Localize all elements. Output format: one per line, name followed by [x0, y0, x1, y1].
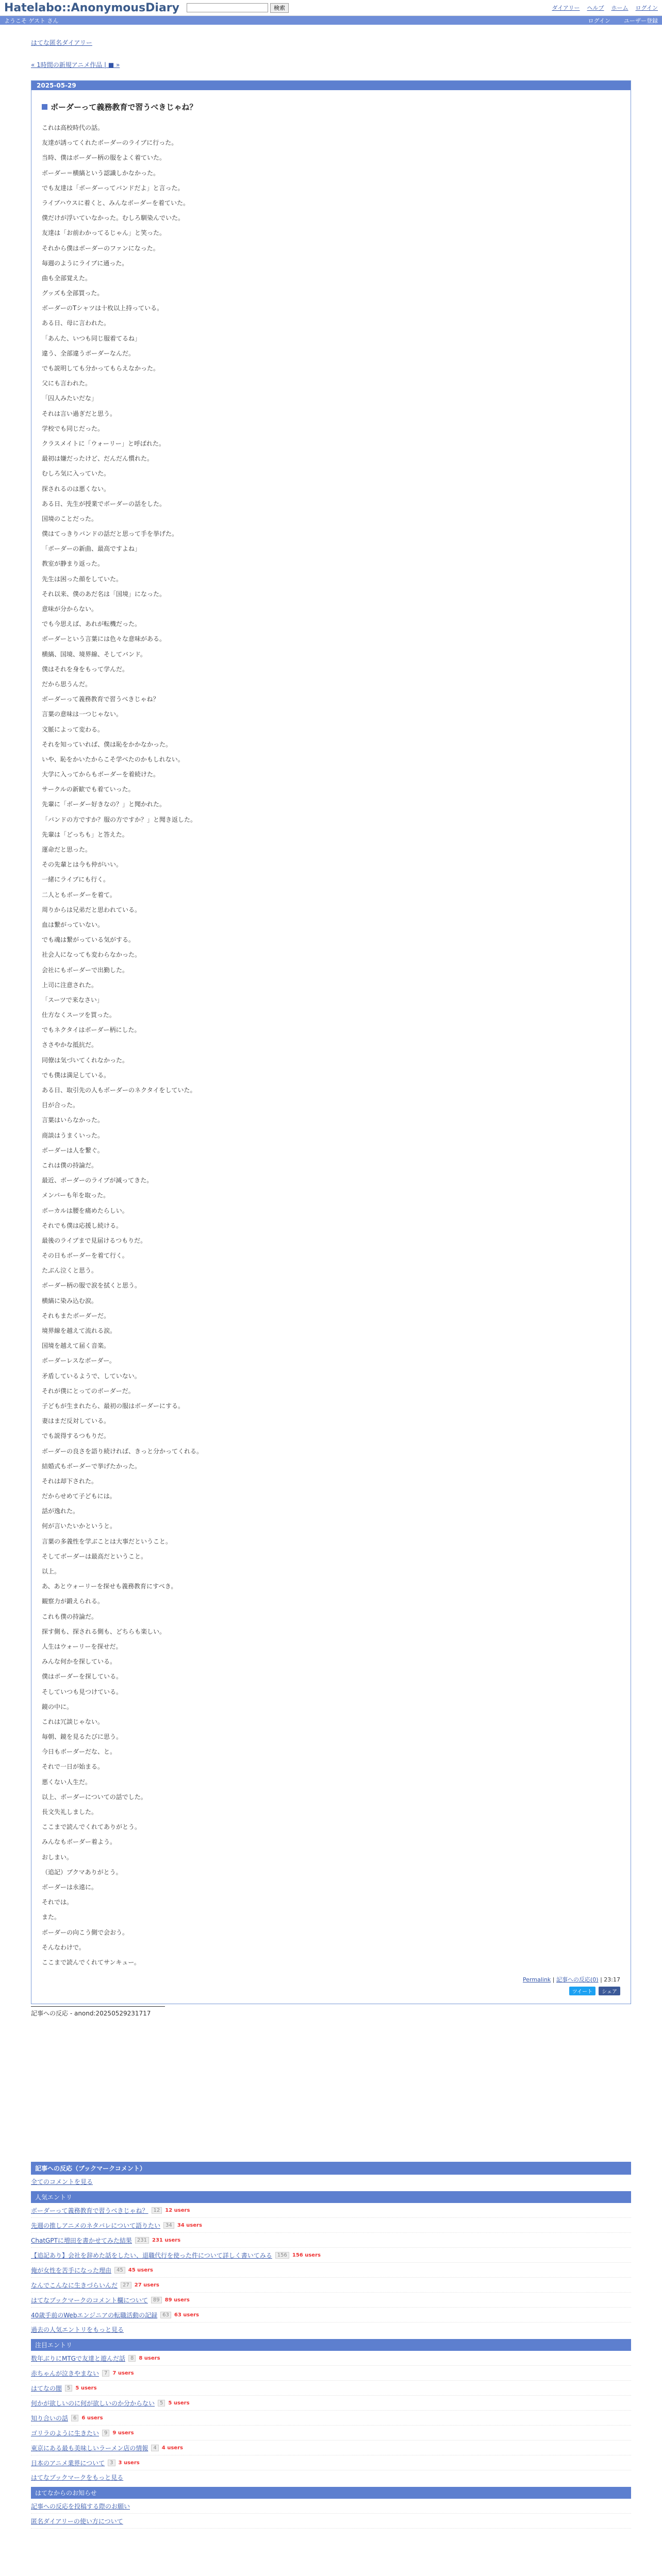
- entry-body-line: 国境のことだった。: [42, 515, 98, 522]
- entry-title: [42, 101, 620, 112]
- entry-body-line: 「あんた、いつも同じ服着てるね」: [42, 334, 141, 342]
- entry-list-title[interactable]: なんでこんなに生きづらいんだ: [31, 2281, 118, 2289]
- user-bar: [0, 16, 662, 25]
- hatena-news-section: [31, 2487, 631, 2529]
- entry-body-line: そんなわけで。: [42, 1943, 85, 1951]
- entry-body-line: これも僕の持論だ。: [42, 1613, 98, 1620]
- entry-body-line: 違う、全部違うボーダーなんだ。: [42, 349, 135, 357]
- entry-list-item: [31, 2351, 631, 2366]
- reference-line: 記事への反応 - anond:20250529231717: [31, 2006, 165, 2018]
- facebook-share-button[interactable]: シェア: [599, 1987, 620, 1995]
- entry-body-line: 社会人になっても変わらなかった。: [42, 951, 141, 959]
- bookmark-count-badge[interactable]: 27: [121, 2282, 131, 2289]
- attention-entries-section: [31, 2339, 631, 2484]
- entry-body-line: 「バンドの方ですか？服の方ですか？」と聞き返した。: [42, 816, 197, 823]
- entry-body-line: 仕方なくスーツを買った。: [42, 1011, 115, 1019]
- entry-body-line: 鏡の中に。: [42, 1703, 73, 1710]
- entry-body-line: 妻はまだ反対している。: [42, 1417, 110, 1425]
- entry-list-title[interactable]: はてなの闇: [31, 2384, 62, 2392]
- entry-body-line: 人生はウォーリーを探せだ。: [42, 1642, 122, 1650]
- entry-list-item: [31, 2248, 631, 2263]
- entry-body-line: でも今思えば、あれが転機だった。: [42, 620, 141, 628]
- users-count[interactable]: 6 users: [81, 2415, 103, 2421]
- entry-body-line: ボーダーのTシャツは十枚以上持っている。: [42, 304, 163, 312]
- search-area: [187, 3, 289, 13]
- entry-list-item: [31, 2293, 631, 2308]
- entry-body-line: ボーカルは腰を痛めたらしい。: [42, 1207, 128, 1214]
- entry-body-line: ボーダー柄の服で涙を拭くと思う。: [42, 1282, 141, 1290]
- entry-body-line: 探されるのは悪くない。: [42, 485, 110, 493]
- entry-body-line: 意味が分からない。: [42, 605, 98, 613]
- entry-body-line: 大学に入ってからもボーダーを着続けた。: [42, 771, 160, 778]
- users-count[interactable]: 9 users: [112, 2430, 134, 2436]
- entry-body-line: 「囚人みたいだな」: [42, 395, 98, 402]
- entry-body-line: ボーダーという言葉には色々な意味がある。: [42, 635, 166, 643]
- users-count[interactable]: 5 users: [75, 2385, 97, 2391]
- bookmark-count-badge[interactable]: 3: [108, 2460, 115, 2466]
- bookmark-count-badge[interactable]: 5: [158, 2400, 165, 2406]
- register-link[interactable]: ユーザー登録: [624, 17, 658, 24]
- entry-body-line: 言葉の意味は一つじゃない。: [42, 710, 123, 718]
- welcome-text: ようこそ ゲスト さん: [4, 17, 59, 24]
- top-link-login[interactable]: ログイン: [635, 5, 658, 11]
- tweet-button[interactable]: ツイート: [569, 1987, 596, 1995]
- bookmark-count-badge[interactable]: 6: [71, 2415, 78, 2421]
- entry-body-line: 横縞、国境、境界線、そしてバンド。: [42, 650, 146, 658]
- entry-title-text[interactable]: ボーダーって義務教育で習うべきじゃね？: [51, 103, 197, 112]
- entry-body-line: 探す側も、探される側も、どちらも楽しい。: [42, 1628, 166, 1635]
- entry-body-line: それ以来、僕のあだ名は「国境」になった。: [42, 590, 166, 598]
- entry-body-line: 周りからは兄弟だと思われている。: [42, 906, 141, 913]
- top-link-diary[interactable]: ダイアリー: [552, 5, 580, 11]
- entry-body-line: 運命だと思った。: [42, 846, 92, 853]
- users-count[interactable]: 12 users: [165, 2207, 190, 2213]
- entry-list-item: [31, 2381, 631, 2396]
- users-count[interactable]: 156 users: [292, 2252, 321, 2258]
- entry-list-title[interactable]: ボーダーって義務教育で習うべきじゃね？: [31, 2207, 148, 2214]
- entry-body-line: 父にも言われた。: [42, 380, 92, 387]
- entry-body-line: 最初は嫌だったけど、だんだん慣れた。: [42, 455, 154, 463]
- entry-body-line: そしてボーダーは最高だということ。: [42, 1552, 147, 1560]
- bookmark-count-badge[interactable]: 34: [163, 2222, 174, 2229]
- entry-body-line: 僕はそれを身をもって学んだ。: [42, 665, 129, 673]
- entry-list-item: [31, 2263, 631, 2278]
- entry-body-line: 当時、僕はボーダー柄の服をよく着ていた。: [42, 154, 166, 162]
- entry-body-line: 友達は「お前わかってるじゃん」と笑った。: [42, 229, 166, 237]
- entry-body-line: 血は繋がっていない。: [42, 921, 104, 928]
- bookmark-count-badge[interactable]: 156: [275, 2252, 289, 2259]
- users-count[interactable]: 27 users: [134, 2282, 159, 2288]
- entry-body-line: サークルの新歓でも着ていった。: [42, 786, 135, 793]
- entry-body-line: でも僕は満足している。: [42, 1071, 110, 1079]
- day-date: 2025-05-29: [31, 81, 631, 90]
- entry-list-item: [31, 2218, 631, 2233]
- entry-body-line: 学校でも同じだった。: [42, 425, 104, 432]
- entry-body-line: メンバーも年を取った。: [42, 1192, 110, 1199]
- entry-body: [42, 121, 620, 1970]
- entry-body-line: クラスメイトに「ウォーリー」と呼ばれた。: [42, 439, 165, 447]
- entry-body-line: 目が合った。: [42, 1101, 79, 1109]
- entry-body-line: ボーダーの向こう側で会おう。: [42, 1928, 129, 1936]
- entry-body-line: 会社にもボーダーで出勤した。: [42, 966, 129, 974]
- entry-body-line: 商談はうまくいった。: [42, 1131, 104, 1139]
- entry-list-item: [31, 2396, 631, 2411]
- attention-more-link[interactable]: はてなブックマークをもっと見る: [31, 2473, 124, 2481]
- bookmark-count-badge[interactable]: 8: [128, 2355, 136, 2362]
- prev-next-link[interactable]: « 1時間の新規アニメ作品 | ■ »: [31, 61, 120, 69]
- entry-body-line: たぶん泣くと思う。: [42, 1267, 98, 1275]
- entry-body-line: 最近、ボーダーのライブが減ってきた。: [42, 1177, 153, 1184]
- entry-body-line: ボーダーは永遠に。: [42, 1883, 98, 1891]
- reactions-link[interactable]: 記事への反応(0): [556, 1976, 599, 1984]
- bookmark-count-badge[interactable]: 5: [65, 2385, 72, 2392]
- hot-entries-section: [31, 2191, 631, 2336]
- entry-body-line: でも説得するつもりだ。: [42, 1432, 110, 1440]
- entry-list-item: [31, 2411, 631, 2426]
- entry-body-line: これは冗談じゃない。: [42, 1718, 104, 1725]
- entry-list-title[interactable]: 【追記あり】会社を辞めた話をしたい、退職代行を使った件について詳しく書いてみる: [31, 2251, 272, 2259]
- entry-body-line: それもまたボーダーだ。: [42, 1312, 110, 1319]
- entry-body-line: また。: [42, 1913, 61, 1921]
- entry-body-line: それから僕はボーダーのファンになった。: [42, 244, 159, 252]
- entry-list-title[interactable]: 何かが欲しいのに何が欲しいのか分からない: [31, 2399, 155, 2407]
- entry-body-line: 観察力が鍛えられる。: [42, 1598, 104, 1605]
- entry-body-line: おしまい。: [42, 1853, 73, 1861]
- bookmark-count-badge[interactable]: 45: [114, 2267, 125, 2274]
- entry-body-line: 今日もボーダーだな、と。: [42, 1748, 117, 1756]
- entry-body-line: むしろ気に入っていた。: [42, 470, 110, 478]
- entry-body-line: グッズも全部買った。: [42, 290, 104, 297]
- entry-body-line: 毎朝、鏡を見るたびに思う。: [42, 1733, 123, 1741]
- entry-body-line: 僕はボーダーを探している。: [42, 1673, 123, 1681]
- entry-body-line: これは高校時代の話。: [42, 124, 104, 131]
- entry-list-title[interactable]: 東京にある最も美味しいラーメン店の情報: [31, 2444, 148, 2452]
- hatena-news-item[interactable]: 匿名ダイアリーの使い方について: [31, 2517, 123, 2525]
- entry-body-line: 「スーツで来なさい」: [42, 996, 103, 1004]
- entry-body-line: 何が言いたいかというと。: [42, 1522, 117, 1530]
- login-link[interactable]: ログイン: [588, 17, 610, 24]
- site-logo[interactable]: Hatelabo::AnonymousDiary: [4, 1, 179, 14]
- entry-body-line: 境界線を越えて流れる涙。: [42, 1327, 117, 1334]
- top-links: [552, 4, 658, 12]
- entry-footer: Permalink | 記事への反応(0) | 23:17: [523, 1976, 620, 1984]
- diary-top-link[interactable]: はてな匿名ダイアリー: [31, 39, 92, 46]
- all-comments-link[interactable]: 全てのコメントを見る: [31, 2178, 93, 2185]
- entry-body-line: それを知っていれば、僕は恥をかかなかった。: [42, 740, 172, 748]
- entry-body-line: でも魂は繋がっている気がする。: [42, 936, 135, 944]
- bookmark-count-badge[interactable]: 4: [151, 2445, 158, 2451]
- entry-body-line: 文脈によって変わる。: [42, 725, 104, 733]
- entry-body-line: ある日、先生が授業でボーダーの話をした。: [42, 500, 166, 507]
- entry-body-line: それで一日が始まる。: [42, 1763, 104, 1771]
- bookmark-count-badge[interactable]: 12: [152, 2207, 162, 2214]
- entry-body-line: ある日、母に言われた。: [42, 319, 110, 327]
- users-count[interactable]: 89 users: [164, 2297, 190, 2303]
- entry-body-line: そしていつも見つけている。: [42, 1688, 123, 1696]
- entry-body-line: 以上、ボーダーについての話でした。: [42, 1793, 147, 1801]
- entry-body-line: 国境を越えて届く音楽。: [42, 1342, 110, 1350]
- entry-body-line: だからせめて子どもには。: [42, 1493, 116, 1500]
- entry-body-line: 先輩に「ボーダー好きなの？」と聞かれた。: [42, 801, 166, 808]
- entry-list-title[interactable]: 先週の推しアニメのネタバレについて語りたい: [31, 2222, 161, 2229]
- hatena-news-list: [31, 2499, 631, 2529]
- entry-body-line: 言葉はいらなかった。: [42, 1116, 104, 1124]
- entry-body-line: 僕だけが浮いていなかった。むしろ馴染んでいた。: [42, 214, 185, 222]
- square-icon: [42, 104, 47, 110]
- entry-body-line: だから思うんだ。: [42, 680, 92, 688]
- entry-body-line: それが僕にとってのボーダーだ。: [42, 1387, 135, 1395]
- entry-list-title[interactable]: はてなブックマークのコメント欄について: [31, 2296, 148, 2304]
- entry-body-line: ささやかな抵抗だ。: [42, 1041, 98, 1049]
- entry-list-item: [31, 2426, 631, 2441]
- entry-body-line: 子どもが生まれたら、最初の服はボーダーにする。: [42, 1402, 185, 1410]
- entry-body-line: 僕はてっきりバンドの話だと思って手を挙げた。: [42, 530, 178, 538]
- top-bar: [0, 0, 662, 16]
- entry-body-line: 先生は困った顔をしていた。: [42, 575, 123, 583]
- bookmark-count-badge[interactable]: 9: [102, 2430, 109, 2436]
- bookmark-count-badge[interactable]: 7: [102, 2370, 109, 2377]
- entry-body-line: 一緒にライブにも行く。: [42, 876, 110, 884]
- attention-entries-list: [31, 2351, 631, 2470]
- attention-entries-heading: 注目エントリ: [31, 2339, 631, 2351]
- entry-body-line: みんなもボーダー着よう。: [42, 1838, 117, 1846]
- hot-more-link[interactable]: 過去の人気エントリをもっと見る: [31, 2326, 124, 2333]
- entry-list-item: [31, 2455, 631, 2470]
- top-link-home[interactable]: ホーム: [611, 5, 628, 11]
- entry-body-line: あ、あとウォーリーを探せも義務教育にすべき。: [42, 1583, 177, 1590]
- entry-body-line: 話が逸れた。: [42, 1507, 79, 1515]
- top-link-help[interactable]: ヘルプ: [587, 5, 604, 11]
- bookmark-count-badge[interactable]: 63: [160, 2312, 171, 2318]
- entry-list-item: [31, 2203, 631, 2218]
- users-count[interactable]: 8 users: [139, 2355, 160, 2361]
- entry-body-line: その先輩とは今も仲がいい。: [42, 861, 123, 869]
- entry-body-line: でも説明しても分かってもらえなかった。: [42, 365, 160, 372]
- entry-body-line: ボーダーレスなボーダー。: [42, 1357, 115, 1365]
- entry-body-line: 上司に注意された。: [42, 981, 98, 989]
- entry-list-title[interactable]: ゴリラのように生きたい: [31, 2429, 100, 2437]
- day-section: [31, 80, 631, 2004]
- bookmark-count-badge[interactable]: 89: [151, 2297, 162, 2303]
- users-count[interactable]: 4 users: [161, 2445, 183, 2451]
- users-count[interactable]: 63 users: [174, 2312, 200, 2318]
- entry-list-title[interactable]: ChatGPTに増田を書かせてみた結果: [31, 2236, 132, 2244]
- entry-body-line: 友達が誘ってくれたボーダーのライブに行った。: [42, 139, 178, 147]
- entry-list-title[interactable]: 知り合いの話: [31, 2414, 69, 2422]
- entry-body-line: 先輩は「どっちも」と答えた。: [42, 831, 128, 838]
- entry-body-line: 矛盾しているようで、していない。: [42, 1372, 141, 1380]
- entry-body-line: みんな何かを探している。: [42, 1658, 117, 1666]
- entry-list-title[interactable]: 赤ちゃんが泣きやまない: [31, 2369, 100, 2377]
- search-button[interactable]: 検索: [270, 3, 289, 13]
- entry-list-item: [31, 2366, 631, 2381]
- entry-body-line: それでは。: [42, 1899, 73, 1906]
- entry-list-title[interactable]: 日本のアニメ業界について: [31, 2459, 105, 2467]
- entry-body-line: ボーダーって義務教育で習うべきじゃね？: [42, 696, 159, 703]
- entry-body-line: 以上。: [42, 1568, 61, 1575]
- entry-list-item: [31, 2308, 631, 2323]
- entry-list-item: [31, 2278, 631, 2293]
- main-content: [31, 38, 631, 2529]
- entry-body-line: 毎週のようにライブに通った。: [42, 259, 128, 267]
- entry-body-line: 結婚式もボーダーで挙げたかった。: [42, 1462, 141, 1470]
- entry-list-item: [31, 2233, 631, 2248]
- entry-time: 23:17: [604, 1976, 620, 1984]
- entry: [31, 90, 631, 2004]
- entry-body-line: でもネクタイはボーダー柄にした。: [42, 1026, 141, 1034]
- entry-body-line: ボーダー＝横縞という認識しかなかった。: [42, 169, 160, 177]
- entry-body-line: 曲も全部覚えた。: [42, 274, 92, 282]
- hot-entries-list: [31, 2203, 631, 2323]
- entry-body-line: 横縞に染み込む涙。: [42, 1297, 98, 1304]
- bookmark-comments-section: [31, 2162, 631, 2188]
- entry-body-line: でも友達は「ボーダーってバンドだよ」と言った。: [42, 184, 184, 192]
- entry-body-line: その日もボーダーを着て行く。: [42, 1252, 128, 1260]
- entry-body-line: ボーダーの良さを語り続ければ、きっと分かってくれる。: [42, 1447, 203, 1455]
- entry-body-line: ここまで読んでくれてサンキュー。: [42, 1958, 140, 1966]
- entry-body-line: ある日、取引先の人もボーダーのネクタイをしていた。: [42, 1087, 196, 1094]
- hatena-news-heading: はてなからのお知らせ: [31, 2487, 631, 2499]
- entry-body-line: 最後のライブまで見届けるつもりだ。: [42, 1236, 147, 1244]
- bookmark-count-badge[interactable]: 231: [135, 2237, 149, 2244]
- users-count[interactable]: 3 users: [118, 2460, 140, 2466]
- entry-body-line: これは僕の持論だ。: [42, 1161, 98, 1169]
- entry-body-line: それでも僕は応援し続ける。: [42, 1222, 123, 1229]
- entry-body-line: それは却下された。: [42, 1477, 98, 1485]
- entry-list-title[interactable]: 数年ぶりにMTGで友達と遊んだ話: [31, 2354, 125, 2362]
- entry-body-line: ここまで読んでくれてありがとう。: [42, 1823, 141, 1831]
- entry-body-line: いや、恥をかいたからこそ学べたのかもしれない。: [42, 755, 184, 763]
- search-input[interactable]: [187, 3, 268, 12]
- bookmark-comments-heading: 記事への反応（ブックマークコメント）: [31, 2162, 631, 2175]
- entry-list-title[interactable]: 40歳手前のWebエンジニアの転職活動の記録: [31, 2311, 158, 2319]
- entry-body-line: 同僚は気づいてくれなかった。: [42, 1056, 129, 1064]
- entry-body-line: 二人ともボーダーを着て。: [42, 891, 116, 899]
- entry-body-line: それは言い過ぎだと思う。: [42, 410, 117, 417]
- entry-body-line: 悪くない人生だ。: [42, 1778, 92, 1786]
- users-count[interactable]: 34 users: [177, 2222, 202, 2228]
- entry-body-line: ボーダーは人を繋ぐ。: [42, 1146, 104, 1154]
- entry-body-line: 「ボーダーの新曲、最高ですよね」: [42, 545, 141, 553]
- users-count[interactable]: 45 users: [128, 2267, 153, 2273]
- entry-body-line: 言葉の多義性を学ぶことは大事だということ。: [42, 1537, 172, 1545]
- entry-body-line: 長文失礼しました。: [42, 1808, 98, 1816]
- entry-body-line: 教室が静まり返った。: [42, 560, 104, 568]
- entry-list-title[interactable]: 俺が女性を苦手になった理由: [31, 2266, 112, 2274]
- entry-list-item: [31, 2441, 631, 2455]
- users-count[interactable]: 7 users: [112, 2370, 134, 2376]
- users-count[interactable]: 231 users: [152, 2237, 181, 2243]
- users-count[interactable]: 5 users: [168, 2400, 190, 2406]
- entry-body-line: （追記）ブクマありがとう。: [42, 1868, 122, 1876]
- entry-body-line: ライブハウスに着くと、みんなボーダーを着ていた。: [42, 199, 189, 207]
- hatena-news-item[interactable]: 記事への反応を投稿する際のお願い: [31, 2502, 130, 2510]
- hot-entries-heading: 人気エントリ: [31, 2191, 631, 2203]
- share-buttons: [42, 1987, 620, 1995]
- permalink[interactable]: Permalink: [523, 1976, 551, 1984]
